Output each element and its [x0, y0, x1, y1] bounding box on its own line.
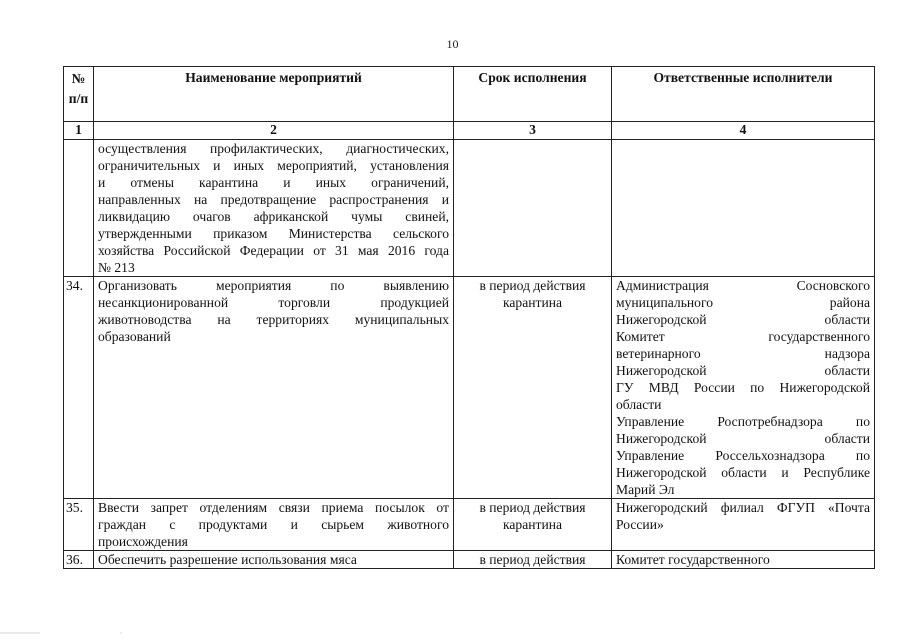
responsible-line: Комитет государственного: [616, 552, 770, 567]
responsible-line: области: [616, 397, 662, 412]
page-number: 10: [446, 37, 459, 51]
table-header-row: [64, 67, 875, 122]
table-row: [64, 499, 875, 551]
execution-term: [454, 140, 612, 277]
header-term: Срок исполнения: [454, 67, 612, 122]
measure-name-line: Обеспечить разрешение использования мяса: [98, 552, 357, 567]
column-number: 4: [612, 122, 875, 140]
header-number-abbr: п/п: [68, 91, 89, 106]
measure-name-line: хозяйства Российской Федерации от 31 мая 2016 года: [98, 243, 449, 258]
execution-term: [454, 551, 612, 569]
measure-name: [94, 277, 454, 499]
measure-name: [94, 499, 454, 551]
execution-term: [454, 499, 612, 551]
measure-name: [94, 551, 454, 569]
responsible-line: Нижегородской области: [616, 312, 870, 327]
header-name: Наименование мероприятий: [94, 67, 454, 122]
header-number: [64, 67, 94, 122]
measure-name-line: происхождения: [98, 534, 188, 549]
execution-term-line: в период действия: [479, 500, 586, 515]
measure-name-line: несанкционированной торговли продукцией: [98, 295, 449, 310]
row-number: [64, 140, 94, 277]
measure-name-line: Организовать мероприятия по выявлению: [98, 278, 449, 293]
measure-name-line: направленных на предотвращение распространения и: [98, 192, 449, 207]
column-numbers-row: [64, 122, 875, 140]
execution-term-line: карантина: [502, 517, 563, 532]
responsible-line: ветеринарного надзора: [616, 346, 870, 361]
measure-name: [94, 140, 454, 277]
column-number: 2: [94, 122, 454, 140]
measure-name-line: и отмены карантина и иных ограничений,: [98, 175, 449, 190]
row-number: 36.: [64, 551, 94, 569]
measure-name-line: № 213: [98, 260, 135, 275]
column-number: 3: [454, 122, 612, 140]
responsible-line: Марий Эл: [616, 482, 675, 497]
responsible-line: ГУ МВД России по Нижегородской: [616, 380, 870, 395]
measures-table: [63, 66, 875, 569]
measure-name-line: ликвидацию очагов африканской чумы свиней,: [98, 209, 449, 224]
responsible-line: Администрация Сосновского: [616, 278, 870, 293]
responsible-line: Нижегородский филиал ФГУП «Почта: [616, 500, 870, 515]
responsible: [612, 551, 875, 569]
measure-name-line: ограничительных и иных мероприятий, установления: [98, 158, 449, 173]
row-number: 34.: [64, 277, 94, 499]
execution-term-line: в период действия: [479, 552, 586, 567]
measure-name-line: осуществления профилактических, диагностических,: [98, 141, 449, 156]
responsible-line: России»: [616, 517, 664, 532]
execution-term-line: в период действия: [479, 278, 586, 293]
execution-term-line: карантина: [502, 295, 563, 310]
measure-name-line: образований: [98, 329, 171, 344]
header-responsible: Ответственные исполнители: [612, 67, 875, 122]
responsible-line: муниципального района: [616, 295, 870, 310]
measure-name-line: граждан с продуктами и сырьем животного: [98, 517, 449, 532]
responsible-line: Управление Роспотребнадзора по: [616, 414, 870, 429]
responsible-line: Нижегородской области и Республике: [616, 465, 870, 480]
responsible-line: Комитет государственного: [616, 329, 870, 344]
responsible-line: Нижегородской области: [616, 363, 870, 378]
scan-artifact: [0, 632, 905, 634]
table-row: [64, 551, 875, 569]
measure-name-line: Ввести запрет отделениям связи приема посылок от: [98, 500, 449, 515]
responsible: [612, 140, 875, 277]
table-row: [64, 140, 875, 277]
responsible-line: Управление Россельхознадзора по: [616, 448, 870, 463]
table-row: [64, 277, 875, 499]
responsible: [612, 277, 875, 499]
responsible-line: Нижегородской области: [616, 431, 870, 446]
execution-term: [454, 277, 612, 499]
row-number: 35.: [64, 499, 94, 551]
header-number-sign: №: [71, 71, 86, 86]
responsible: [612, 499, 875, 551]
measure-name-line: животноводства на территориях муниципальных: [98, 312, 449, 327]
column-number: 1: [64, 122, 94, 140]
measure-name-line: утвержденными приказом Министерства сельского: [98, 226, 449, 241]
